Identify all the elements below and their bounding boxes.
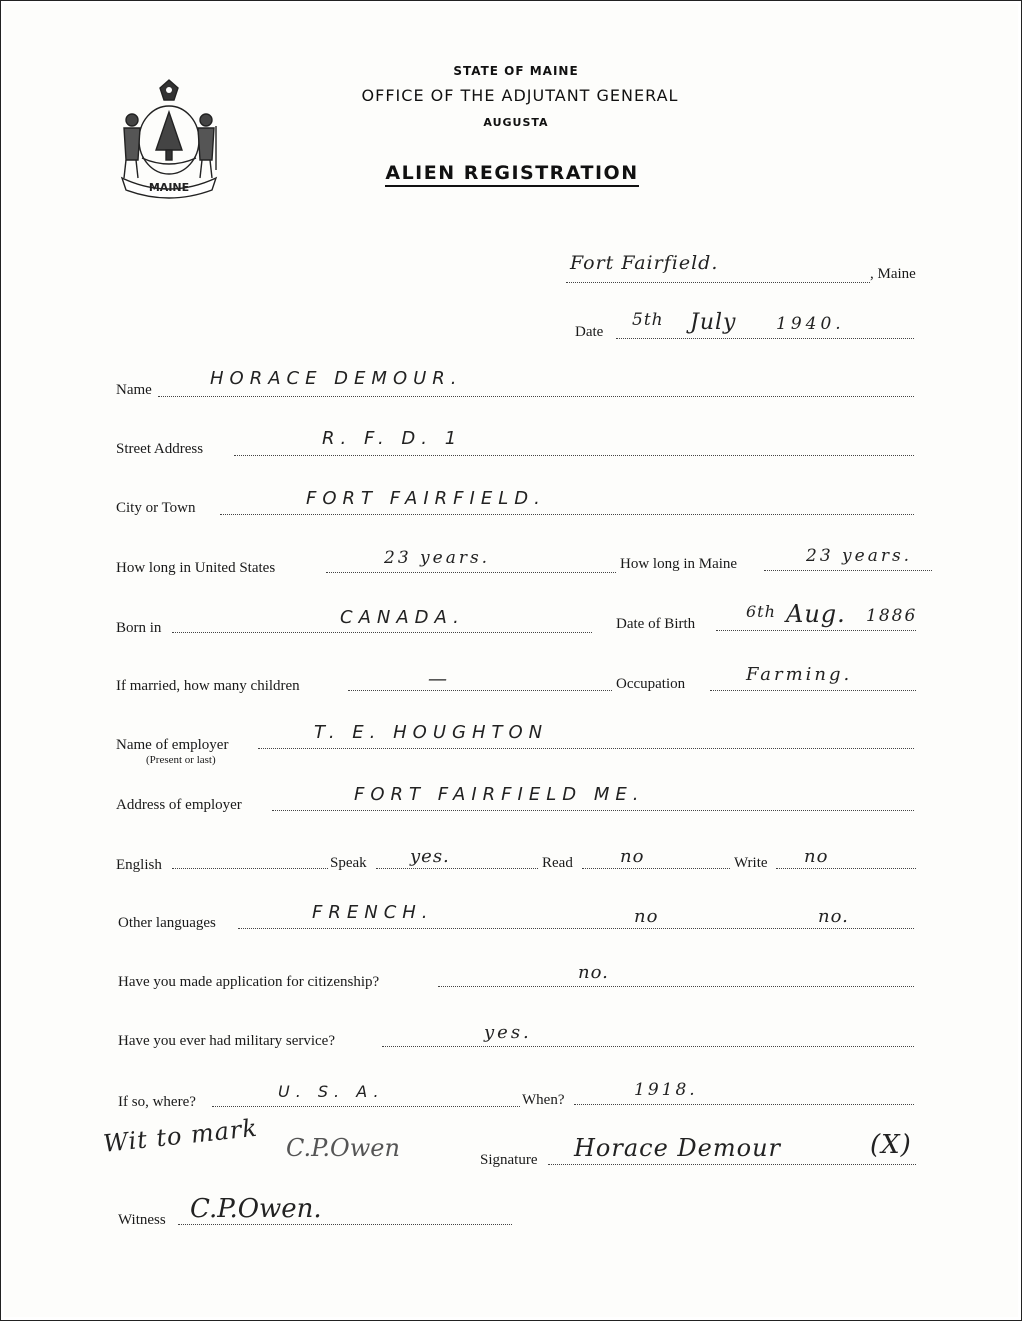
read-value: no [620, 846, 645, 867]
born-in-line [172, 632, 592, 633]
town-line [566, 282, 870, 283]
mark-witness: C.P.Owen [286, 1134, 400, 1162]
street-line [234, 455, 914, 456]
street-value: R. F. D. 1 [322, 428, 463, 449]
employer-address-line [272, 810, 914, 811]
speak-line [376, 868, 538, 869]
employer-address-value: FORT FAIRFIELD ME. [354, 784, 645, 805]
header-office: OFFICE OF THE ADJUTANT GENERAL [361, 86, 679, 105]
how-long-maine-line [764, 570, 932, 571]
signature-value: Horace Demour [574, 1134, 782, 1162]
citizenship-value: no. [578, 962, 609, 983]
seal-text: MAINE [148, 181, 190, 194]
date-month: July [690, 310, 737, 335]
date-day: 5th [632, 310, 664, 330]
employer-line [258, 748, 914, 749]
town-value: Fort Fairfield. [570, 252, 719, 274]
citizenship-line [438, 986, 914, 987]
children-line [348, 690, 612, 691]
date-label: Date [575, 324, 604, 340]
citizenship-label: Have you made application for citizenship? [118, 974, 380, 990]
occupation-line [710, 690, 916, 691]
birth-year: 1886 [866, 606, 918, 626]
military-value: yes. [484, 1022, 532, 1043]
when-label: When? [522, 1092, 565, 1108]
military-line [382, 1046, 914, 1047]
name-value: HORACE DEMOUR. [210, 368, 463, 389]
other-languages-read: no [634, 906, 659, 927]
birth-month: Aug. [786, 600, 846, 628]
how-long-us-value: 23 years. [384, 548, 491, 568]
english-label: English [116, 857, 162, 873]
other-languages-value: FRENCH. [312, 902, 434, 923]
how-long-maine-value: 23 years. [806, 546, 913, 566]
witness-label: Witness [118, 1212, 166, 1228]
other-languages-write: no. [818, 906, 849, 927]
occupation-value: Farming. [746, 664, 853, 685]
form-title-text: ALIEN REGISTRATION [385, 162, 638, 187]
how-long-maine-label: How long in Maine [620, 556, 738, 572]
write-label: Write [734, 855, 768, 871]
read-label: Read [542, 855, 573, 871]
employer-value: T. E. HOUGHTON [314, 722, 549, 743]
date-of-birth-line [716, 630, 916, 631]
date-year: 1940. [776, 314, 845, 334]
maine-label: , Maine [870, 266, 916, 282]
military-label: Have you ever had military service? [118, 1033, 335, 1049]
witness-line [178, 1224, 512, 1225]
speak-label: Speak [330, 855, 367, 871]
other-languages-line [238, 928, 914, 929]
how-long-us-label: How long in United States [116, 560, 276, 576]
other-languages-label: Other languages [118, 915, 216, 931]
name-line [158, 396, 914, 397]
write-value: no [804, 846, 829, 867]
signature-label: Signature [480, 1152, 538, 1168]
document-page [4, 4, 1018, 1317]
children-label: If married, how many children [116, 678, 300, 694]
born-in-label: Born in [116, 620, 162, 636]
date-line [616, 338, 914, 339]
employer-address-label: Address of employer [116, 797, 242, 813]
street-label: Street Address [116, 441, 204, 457]
date-of-birth-label: Date of Birth [616, 616, 696, 632]
read-line [582, 868, 730, 869]
form-title [0, 162, 1024, 184]
city-line [220, 514, 914, 515]
write-line [776, 868, 916, 869]
where-line [212, 1106, 520, 1107]
occupation-label: Occupation [616, 676, 686, 692]
born-in-value: CANADA. [340, 607, 465, 628]
children-value: — [428, 668, 448, 690]
header-state: STATE OF MAINE [453, 64, 579, 78]
where-value: U. S. A. [278, 1082, 385, 1101]
employer-sublabel: (Present or last) [146, 754, 216, 766]
signature-line [548, 1164, 916, 1165]
city-label: City or Town [116, 500, 196, 516]
where-label: If so, where? [118, 1094, 196, 1110]
city-value: FORT FAIRFIELD. [306, 488, 546, 509]
signature-mark: (X) [870, 1130, 912, 1160]
mark-note: Wit to mark [102, 1113, 260, 1158]
birth-day: 6th [746, 602, 776, 621]
witness-value: C.P.Owen. [190, 1194, 322, 1224]
when-line [574, 1104, 914, 1105]
name-label: Name [116, 382, 152, 398]
header-city: AUGUSTA [483, 116, 549, 129]
employer-label: Name of employer [116, 737, 229, 753]
english-line [172, 868, 328, 869]
how-long-us-line [326, 572, 616, 573]
speak-value: yes. [410, 846, 450, 867]
when-value: 1918. [634, 1080, 698, 1100]
